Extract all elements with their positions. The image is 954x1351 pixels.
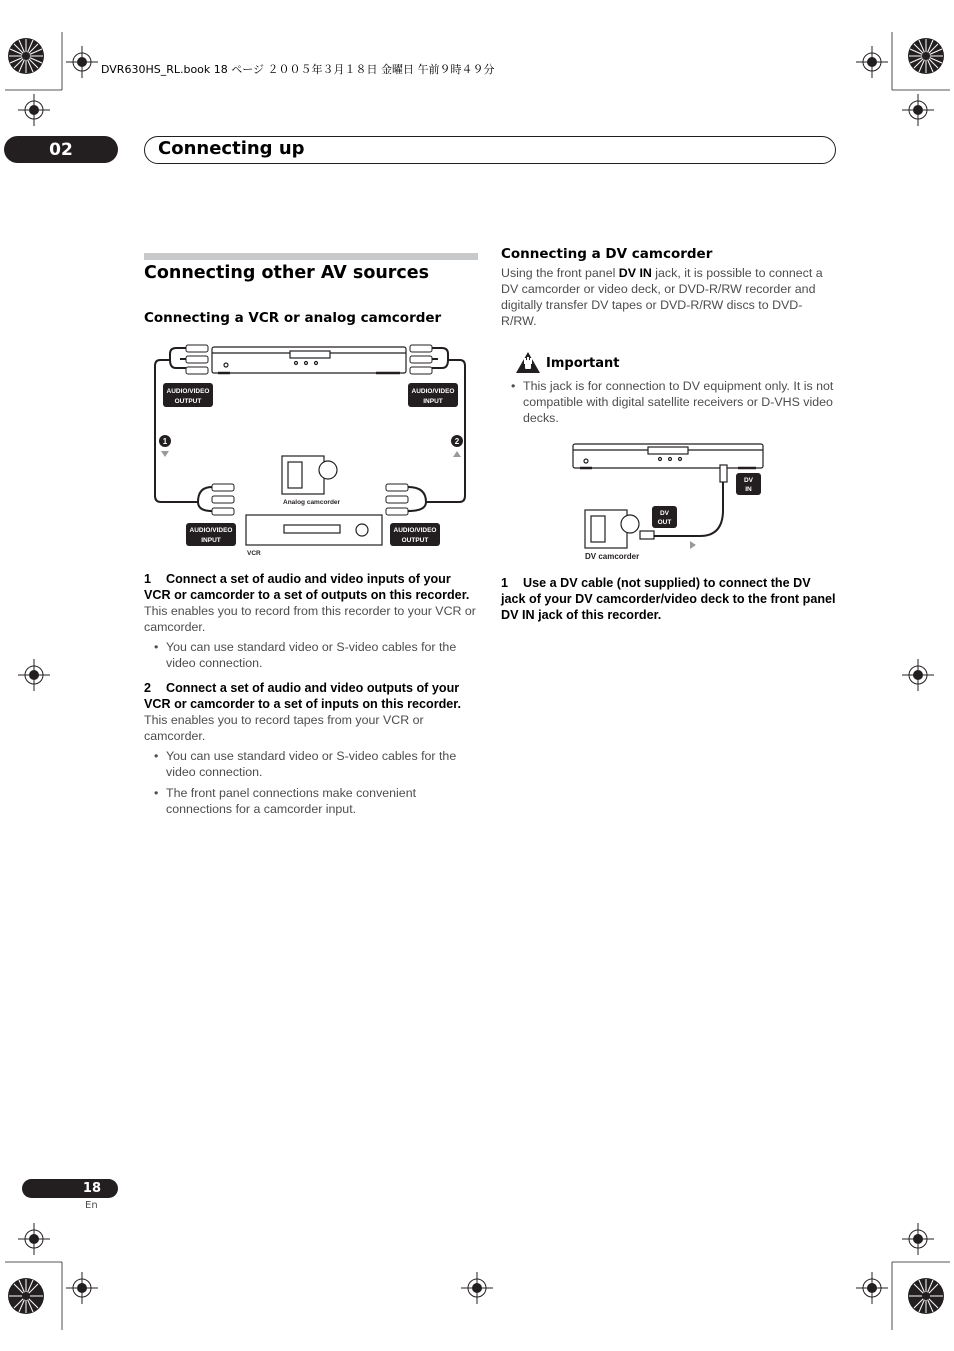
step-2-number: 2 [144,681,152,695]
label-av-input-top-line2: INPUT [423,398,443,405]
dv-intro [501,265,837,329]
label-av-output-top-line1: AUDIO/VIDEO [166,388,210,395]
crosshair-bottom-right [902,1223,934,1255]
warning-hand-icon [515,351,541,374]
step-2-bullet-2-text: The front panel connections make convenient connections for a camcorder input. [166,786,417,816]
label-dv-in-line2: IN [745,486,752,493]
step-1-number: 1 [144,572,152,586]
dv-intro-bold: DV IN [618,266,652,280]
section-rule [144,253,478,260]
crosshair-bottom-right-2 [856,1272,888,1304]
crosshair-bottom-center [461,1272,493,1304]
crosshair-mid-right [902,659,934,691]
registration-star-top-left [6,36,46,76]
page-language: En [85,1200,98,1211]
crosshair-top-left [66,46,98,78]
step-2-body: This enables you to record tapes from your VCR or camcorder. [144,713,424,743]
crosshair-bottom-left-2 [66,1272,98,1304]
label-dv-out-line2: OUT [657,519,672,526]
dv-intro-after: jack, it is possible to connect a DV camcorder or video deck, or DVD-R/RW recorder and digitally transfer DV tapes or DVD-R/RW discs to DVD-R/RW. [501,266,823,328]
label-av-output-bottom-line2: OUTPUT [401,537,429,544]
step-1-bullet-1: • You can use standard video or S-video cables for the video connection. [154,640,457,670]
step-2-heading [144,680,480,712]
step-1-heading [144,571,480,603]
chapter-title: Connecting up [158,138,305,159]
step-2-bullet-2: • The front panel connections make convenient connections for a camcorder input. [154,786,417,816]
label-dv-camcorder: DV camcorder [585,552,640,561]
label-dv-in-line1: DV [743,477,754,484]
crosshair-top-left-2 [18,94,50,126]
registration-star-bottom-left [6,1276,46,1316]
crosshair-mid-left [18,659,50,691]
important-bullet: • This jack is for connection to DV equipment only. It is not compatible with digital satellite receivers or D-VHS video decks. [511,379,834,425]
label-av-output-top-line2: OUTPUT [174,398,202,405]
dv-intro-before: Using the front panel [501,266,619,280]
registration-star-top-right [906,36,946,76]
chapter-number-badge: 02 [4,136,118,163]
dv-connection-diagram [570,440,770,566]
arrow-up-icon [453,451,461,457]
subsection-title-dv: Connecting a DV camcorder [501,246,713,262]
dv-step-1-after: jack of this recorder. [534,608,662,622]
subsection-title-vcr: Connecting a VCR or analog camcorder [144,310,442,326]
label-vcr: VCR [247,550,261,557]
crosshair-bottom-left [18,1223,50,1255]
label-dv-out-line1: DV [659,510,670,517]
label-av-input-bottom-line1: AUDIO/VIDEO [189,527,233,534]
dv-step-1-before: Use a DV cable (not supplied) to connect the DV jack of your DV camcorder/video deck to the front panel [501,576,836,606]
step-2-title: Connect a set of audio and video outputs of your VCR or camcorder to a set of inputs on this recorder. [144,681,462,711]
step-1-bullet-1-text: You can use standard video or S-video cables for the video connection. [166,640,457,670]
dv-step-1-number: 1 [501,576,509,590]
important-bullet-text: This jack is for connection to DV equipment only. It is not compatible with digital satellite receivers or D-VHS video decks. [523,379,834,425]
dv-step-1-bold: DV IN [501,608,535,622]
label-av-input-top-line1: AUDIO/VIDEO [411,388,455,395]
crosshair-top-right [856,46,888,78]
step-marker-2: 2 [454,437,460,446]
section-title: Connecting other AV sources [144,263,430,283]
page-number-badge: 18 [22,1179,118,1198]
dv-step-1 [501,575,837,623]
arrow-right-icon [690,541,696,549]
important-title: Important [546,356,620,371]
label-analog-camcorder: Analog camcorder [283,499,341,506]
left-steps [144,571,480,817]
label-av-input-bottom-line2: INPUT [201,537,221,544]
step-1-title: Connect a set of audio and video inputs of your VCR or camcorder to a set of outputs on this recorder. [144,572,470,602]
step-1-body: This enables you to record from this recorder to your VCR or camcorder. [144,604,476,634]
registration-star-bottom-right [906,1276,946,1316]
step-2-bullet-1: • You can use standard video or S-video cables for the video connection. [154,749,457,779]
crosshair-top-right-2 [902,94,934,126]
print-header: DVR630HS_RL.book 18 ページ ２００５年３月１８日 金曜日 午前９時４９分 [101,63,495,76]
step-2-bullet-1-text: You can use standard video or S-video cables for the video connection. [166,749,457,779]
arrow-down-icon [161,451,169,457]
label-av-output-bottom-line1: AUDIO/VIDEO [393,527,437,534]
step-marker-1: 1 [162,437,168,446]
vcr-connection-diagram [150,338,472,560]
